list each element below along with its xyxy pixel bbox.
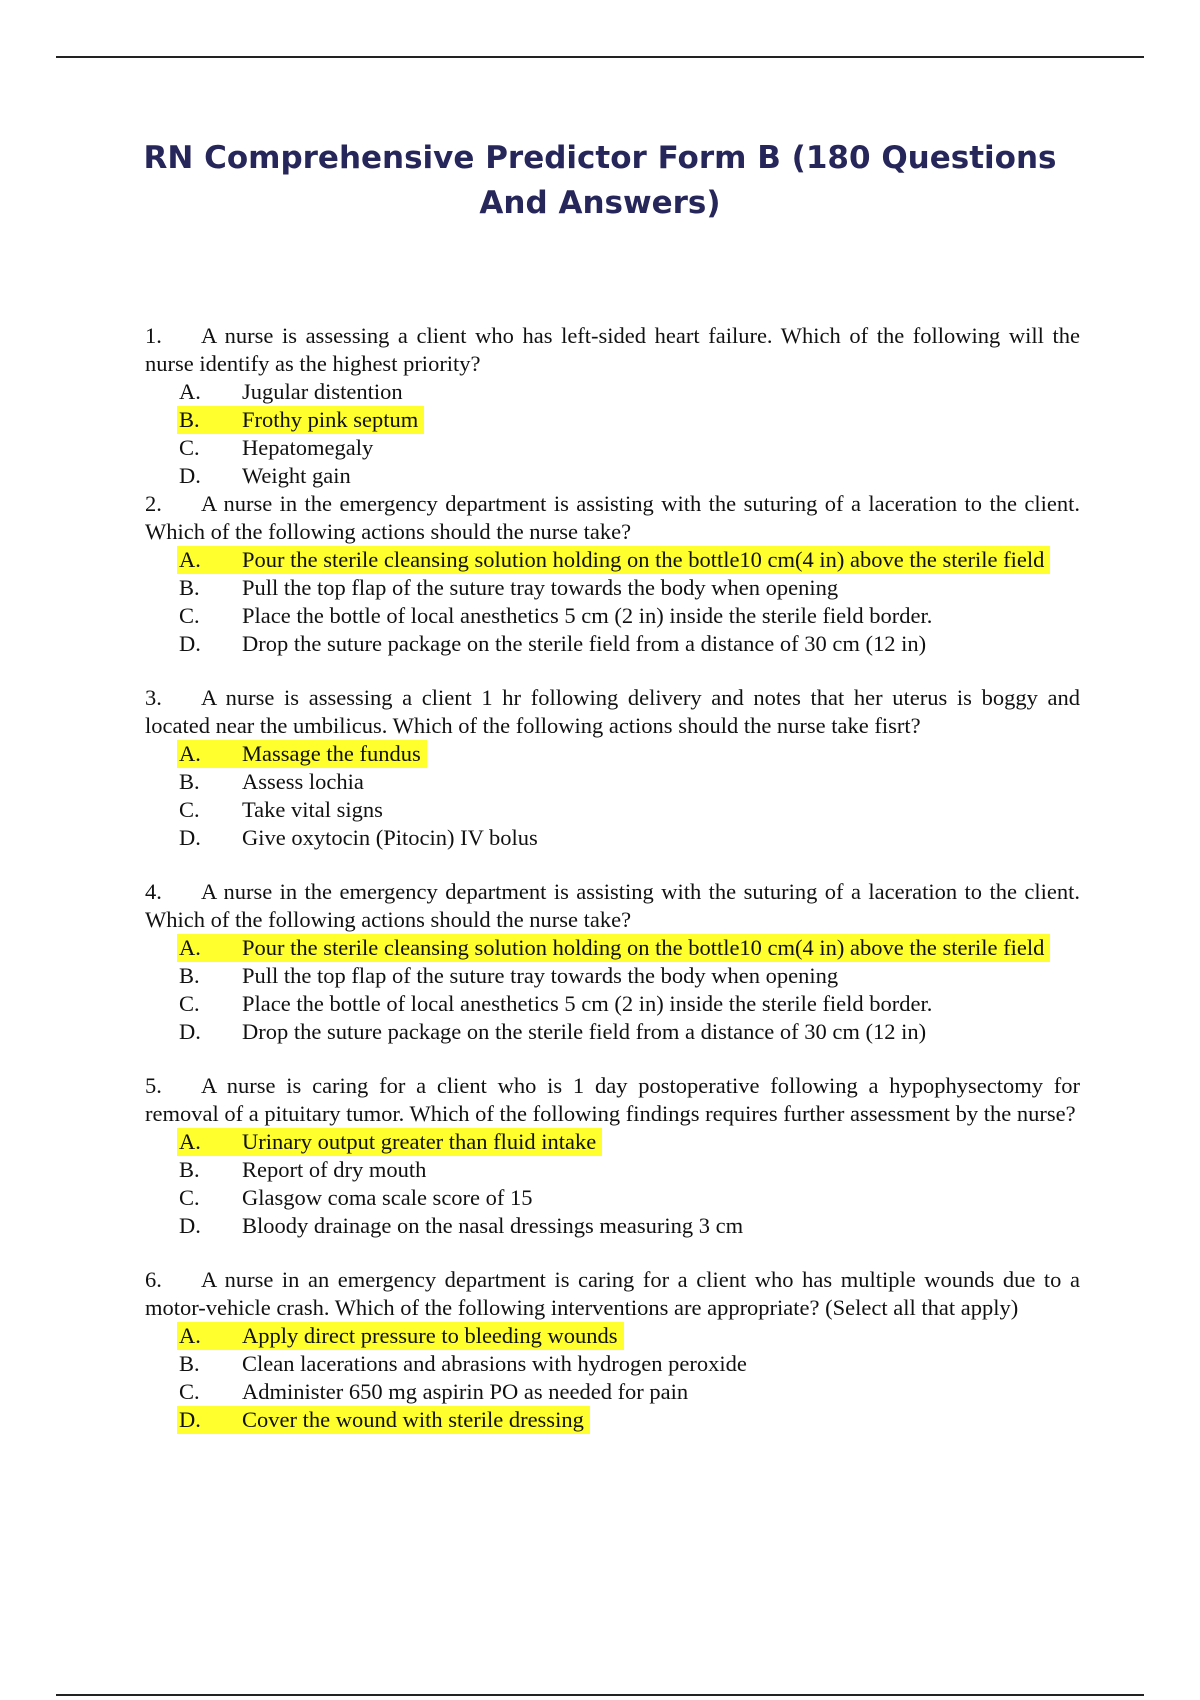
question-stem (145, 490, 1080, 546)
option-letter: B. (179, 963, 200, 988)
option-text: Glasgow coma scale score of 15 (242, 1185, 533, 1210)
question-text: A nurse is caring for a client who is 1 day postoperative following a hypophysectomy for removal of a pituitary tumor. Which of the following findings requires further assessment by the nurse? (145, 1073, 1080, 1126)
question-stem (145, 878, 1080, 934)
question-number: 2. (145, 491, 162, 516)
option-letter: A. (179, 1129, 201, 1154)
question-text: A nurse in the emergency department is assisting with the suturing of a laceration to the client. Which of the following actions should the nurse take? (145, 491, 1080, 544)
question-stem (145, 1266, 1080, 1322)
option-c (145, 1378, 1080, 1406)
option-a-highlighted-answer (145, 1128, 1080, 1156)
question-text: A nurse in an emergency department is caring for a client who has multiple wounds due to a motor-vehicle crash. Which of the following interventions are appropriate? (Select all that apply) (145, 1267, 1080, 1320)
question-list (145, 322, 1080, 1434)
option-c (145, 434, 1080, 462)
option-text: Assess lochia (242, 769, 364, 794)
option-b (145, 768, 1080, 796)
option-text: Jugular distention (242, 379, 403, 404)
option-text: Place the bottle of local anesthetics 5 cm (2 in) inside the sterile field border. (242, 603, 933, 628)
option-a-highlighted-answer (145, 546, 1080, 574)
option-letter: C. (179, 991, 200, 1016)
question-6 (145, 1266, 1080, 1434)
top-rule (56, 56, 1144, 58)
option-letter: D. (179, 1213, 201, 1238)
question-number: 1. (145, 323, 162, 348)
option-text: Take vital signs (242, 797, 383, 822)
option-c (145, 796, 1080, 824)
option-letter: B. (179, 407, 200, 432)
option-d (145, 1212, 1080, 1240)
option-d (145, 462, 1080, 490)
question-2 (145, 490, 1080, 658)
option-text: Massage the fundus (242, 741, 421, 766)
question-number: 3. (145, 685, 162, 710)
option-text: Report of dry mouth (242, 1157, 427, 1182)
option-c (145, 602, 1080, 630)
question-stem (145, 684, 1080, 740)
question-text: A nurse is assessing a client 1 hr following delivery and notes that her uterus is boggy and located near the umbilicus. Which of the following actions should the nurse take fisrt? (145, 685, 1080, 738)
option-text: Pull the top flap of the suture tray towards the body when opening (242, 963, 839, 988)
question-number: 5. (145, 1073, 162, 1098)
option-d (145, 824, 1080, 852)
option-letter: B. (179, 769, 200, 794)
question-text: A nurse in the emergency department is assisting with the suturing of a laceration to the client. Which of the following actions should the nurse take? (145, 879, 1080, 932)
option-text: Place the bottle of local anesthetics 5 cm (2 in) inside the sterile field border. (242, 991, 933, 1016)
option-letter: D. (179, 1407, 201, 1432)
option-letter: D. (179, 631, 201, 656)
option-text: Frothy pink septum (242, 407, 419, 432)
option-letter: C. (179, 603, 200, 628)
option-letter: A. (179, 1323, 201, 1348)
option-b (145, 574, 1080, 602)
option-text: Cover the wound with sterile dressing (242, 1407, 584, 1432)
option-list (145, 378, 1080, 490)
option-a (145, 378, 1080, 406)
option-a-highlighted-answer (145, 1322, 1080, 1350)
option-letter: A. (177, 546, 242, 574)
option-a-highlighted-answer (145, 740, 1080, 768)
option-letter: C. (179, 797, 200, 822)
option-c (145, 990, 1080, 1018)
question-5 (145, 1072, 1080, 1240)
option-text: Urinary output greater than fluid intake (242, 1129, 597, 1154)
option-b (145, 1350, 1080, 1378)
option-letter: C. (179, 1379, 200, 1404)
question-number: 4. (145, 879, 162, 904)
option-list (145, 1322, 1080, 1434)
option-letter: D. (179, 1019, 201, 1044)
question-number: 6. (145, 1267, 162, 1292)
option-text: Drop the suture package on the sterile field from a distance of 30 cm (12 in) (242, 631, 927, 656)
option-letter: C. (179, 1185, 200, 1210)
option-text: Weight gain (242, 463, 351, 488)
option-list (145, 1128, 1080, 1240)
option-b (145, 1156, 1080, 1184)
option-text: Bloody drainage on the nasal dressings measuring 3 cm (242, 1213, 744, 1238)
option-letter: C. (179, 435, 200, 460)
option-letter: D. (179, 463, 201, 488)
option-letter: B. (179, 1351, 200, 1376)
option-letter: B. (179, 1157, 200, 1182)
option-d (145, 630, 1080, 658)
question-1 (145, 322, 1080, 490)
question-text: A nurse is assessing a client who has left-sided heart failure. Which of the following will the nurse identify as the highest priority? (145, 323, 1080, 376)
option-text: Pour the sterile cleansing solution holding on the bottle10 cm(4 in) above the sterile field (242, 934, 1050, 962)
option-text: Pull the top flap of the suture tray towards the body when opening (242, 575, 839, 600)
document-title: RN Comprehensive Predictor Form B (180 Questions And Answers) (143, 140, 1057, 221)
option-text: Administer 650 mg aspirin PO as needed for pain (242, 1379, 689, 1404)
question-stem (145, 322, 1080, 378)
option-c (145, 1184, 1080, 1212)
option-d (145, 1018, 1080, 1046)
option-list (145, 546, 1080, 658)
option-text: Pour the sterile cleansing solution holding on the bottle10 cm(4 in) above the sterile field (242, 546, 1050, 574)
option-d-highlighted-answer (145, 1406, 1080, 1434)
question-stem (145, 1072, 1080, 1128)
option-letter: D. (179, 825, 201, 850)
option-b (145, 962, 1080, 990)
option-letter: A. (179, 741, 201, 766)
option-list (145, 740, 1080, 852)
question-3 (145, 684, 1080, 852)
option-text: Drop the suture package on the sterile field from a distance of 30 cm (12 in) (242, 1019, 927, 1044)
option-a-highlighted-answer (145, 934, 1080, 962)
question-4 (145, 878, 1080, 1046)
bottom-rule (56, 1694, 1144, 1696)
option-letter: B. (179, 575, 200, 600)
option-letter: A. (179, 379, 201, 404)
option-list (145, 934, 1080, 1046)
option-b-highlighted-answer (145, 406, 1080, 434)
option-letter: A. (177, 934, 242, 962)
option-text: Apply direct pressure to bleeding wounds (242, 1323, 618, 1348)
option-text: Hepatomegaly (242, 435, 374, 460)
option-text: Give oxytocin (Pitocin) IV bolus (242, 825, 538, 850)
option-text: Clean lacerations and abrasions with hydrogen peroxide (242, 1351, 747, 1376)
